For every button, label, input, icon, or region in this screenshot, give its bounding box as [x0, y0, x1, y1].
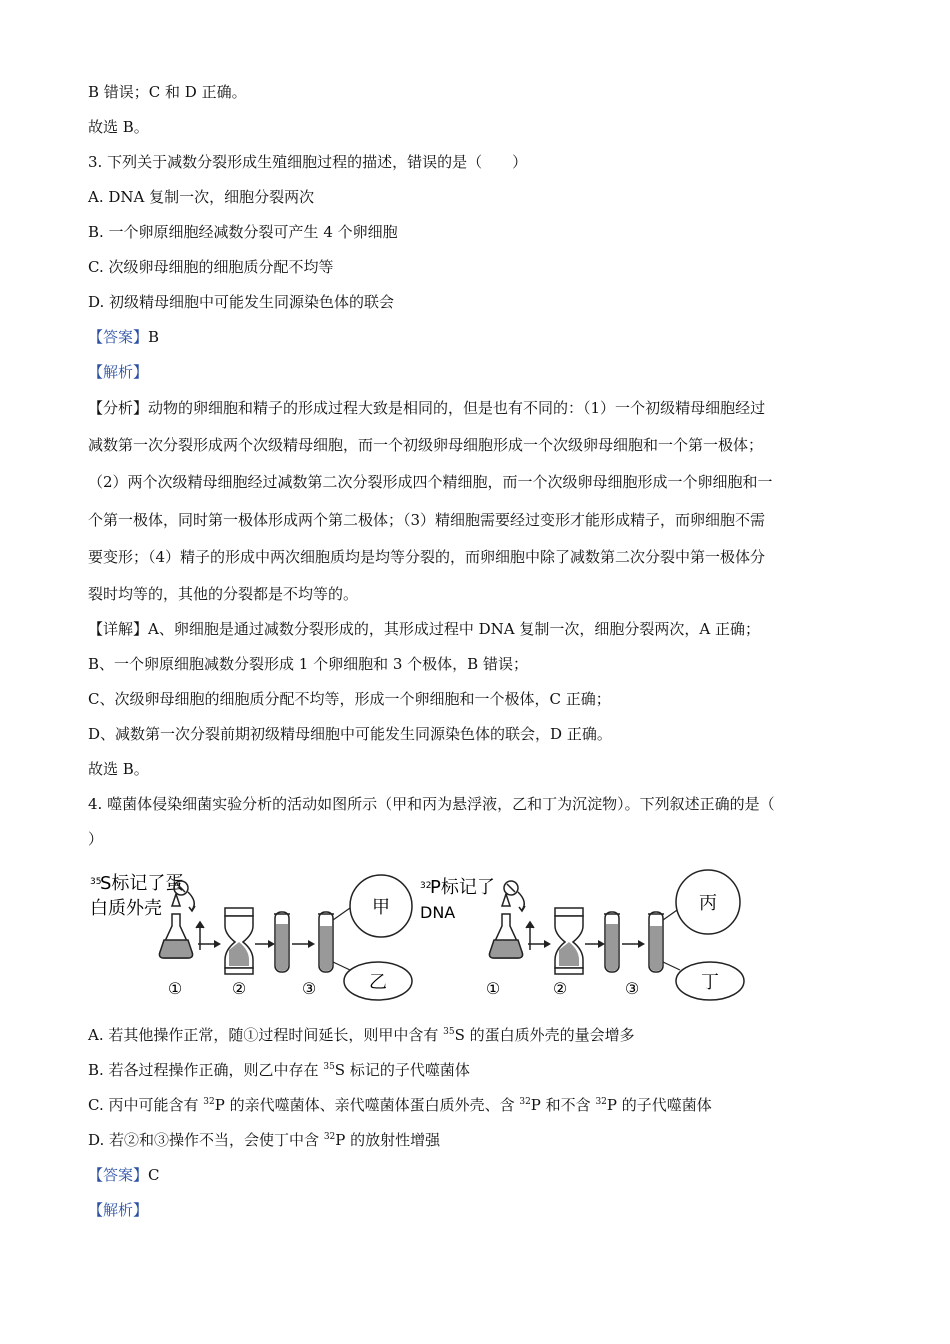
q3-xiangjie-line-2: B、一个卵原细胞减数分裂形成 1 个卵细胞和 3 个极体，B 错误；	[88, 655, 528, 673]
q3-fenxi-line-1	[88, 398, 765, 418]
right-label-sup: 32	[420, 881, 432, 891]
isotope-sup: 32	[323, 1132, 336, 1142]
q4-option-a	[88, 1025, 635, 1045]
q3-answer	[88, 327, 159, 347]
label-jia: 甲	[372, 897, 390, 918]
label-yi: 乙	[369, 972, 387, 993]
left-label-line-2: 白质外壳	[90, 898, 162, 919]
isotope-sup: 35	[323, 1062, 335, 1072]
blender-icon	[555, 908, 583, 974]
opt-text: P 和不含	[530, 1096, 596, 1114]
flask-icon	[160, 914, 205, 958]
q4-option-d	[88, 1130, 440, 1150]
fenxi-text: 动物的卵细胞和精子的形成过程大致是相同的，但是也有不同的：（1）一个初级精母细胞经过	[148, 399, 766, 417]
answer-tag: 【答案】	[88, 1166, 149, 1184]
opt-text: D. 若②和③操作不当，会使丁中含	[88, 1131, 324, 1149]
tube-icon	[318, 912, 334, 972]
answer-value: B	[148, 328, 160, 346]
opt-text: B. 若各过程操作正确，则乙中存在	[88, 1061, 324, 1079]
step-1-label: ①	[485, 979, 501, 998]
experiment-figure	[88, 862, 768, 1012]
q4-stem-line-1: 4. 噬菌体侵染细菌实验分析的活动如图所示（甲和丙为悬浮液，乙和丁为沉淀物）。下列叙述正确的是（	[88, 795, 775, 813]
opt-text: S 标记的子代噬菌体	[334, 1061, 470, 1079]
step-2-label: ②	[552, 979, 568, 998]
label-ding: 丁	[701, 972, 719, 993]
step-3-label: ③	[624, 979, 640, 998]
step-1-label: ①	[167, 979, 183, 998]
q3-jiexi-tag: 【解析】	[88, 363, 149, 381]
arrow-1-head	[544, 940, 551, 948]
answer-tag: 【答案】	[88, 328, 149, 346]
q3-option-d: D. 初级精母细胞中可能发生同源染色体的联会	[88, 293, 395, 311]
left-panel	[90, 873, 412, 1000]
isotope-sup: 32	[203, 1097, 215, 1107]
blender-icon	[225, 908, 253, 974]
q3-xiangjie-line-1	[88, 619, 760, 639]
q3-fenxi-line-6: 裂时均等的，其他的分裂都是不均等的。	[88, 585, 359, 603]
right-panel	[420, 870, 744, 1000]
opt-text: P 的子代噬菌体	[606, 1096, 712, 1114]
left-label-line-1: S标记了蛋	[100, 873, 184, 894]
prev-conclusion: 故选 B。	[88, 118, 149, 136]
opt-text: A. 若其他操作正常，随①过程时间延长，则甲中含有	[88, 1026, 444, 1044]
opt-text: S 的蛋白质外壳的量会增多	[454, 1026, 635, 1044]
q4-option-b	[88, 1060, 470, 1080]
answer-value: C	[148, 1166, 160, 1184]
isotope-sup: 32	[519, 1097, 531, 1107]
q4-answer	[88, 1165, 160, 1185]
opt-text: P 的亲代噬菌体、亲代噬菌体蛋白质外壳、含	[214, 1096, 520, 1114]
arrow-2-head	[268, 940, 275, 948]
isotope-sup: 32	[595, 1097, 607, 1107]
q3-option-b: B. 一个卵原细胞经减数分裂可产生 4 个卵细胞	[88, 223, 398, 241]
flask-icon	[490, 914, 535, 958]
q3-xiangjie-line-4: D、减数第一次分裂前期初级精母细胞中可能发生同源染色体的联会，D 正确。	[88, 725, 612, 743]
q3-stem: 3. 下列关于减数分裂形成生殖细胞过程的描述，错误的是（ ）	[88, 153, 528, 171]
right-label-line-1: P标记了	[430, 877, 495, 898]
q4-jiexi-tag: 【解析】	[88, 1201, 149, 1219]
step-3-label: ③	[301, 979, 317, 998]
right-label-line-2: DNA	[420, 903, 456, 922]
label-bing: 丙	[699, 893, 717, 914]
xiangjie-text: A、卵细胞是通过减数分裂形成的，其形成过程中 DNA 复制一次，细胞分裂两次，A 正确；	[148, 620, 760, 638]
arrow-1-head	[214, 940, 221, 948]
q3-fenxi-line-2: 减数第一次分裂形成两个次级精母细胞，而一个初级卵母细胞形成一个次级卵母细胞和一个第一极体；	[88, 436, 764, 454]
q3-fenxi-line-4: 个第一极体，同时第一极体形成两个第二极体；（3）精细胞需要经过变形才能形成精子，而卵细胞不需	[88, 511, 766, 529]
tube-icon	[648, 912, 664, 972]
q4-option-c	[88, 1095, 712, 1115]
opt-text: P 的放射性增强	[335, 1131, 441, 1149]
q3-option-c: C. 次级卵母细胞的细胞质分配不均等	[88, 258, 334, 276]
left-label-sup: 35	[90, 877, 102, 887]
q3-fenxi-line-3: （2）两个次级精母细胞经过减数第二次分裂形成四个精细胞，而一个次级卵母细胞形成一个卵细胞和一	[88, 473, 773, 491]
tube-icon	[604, 912, 620, 972]
fenxi-tag: 【分析】	[88, 399, 149, 417]
xiangjie-tag: 【详解】	[88, 620, 149, 638]
q3-xiangjie-line-3: C、次级卵母细胞的细胞质分配不均等，形成一个卵细胞和一个极体，C 正确；	[88, 690, 611, 708]
isotope-sup: 35	[443, 1027, 455, 1037]
arrow-3-head	[308, 940, 315, 948]
q4-stem-line-2: ）	[88, 830, 104, 848]
dropper-icon	[502, 881, 525, 911]
q3-option-a: A. DNA 复制一次，细胞分裂两次	[88, 188, 315, 206]
step-2-label: ②	[231, 979, 247, 998]
tube-icon	[274, 912, 290, 972]
opt-text: C. 丙中可能含有	[88, 1096, 204, 1114]
arrow-3-head	[638, 940, 645, 948]
prev-line-1: B 错误；C 和 D 正确。	[88, 83, 247, 101]
arrow-2-head	[598, 940, 605, 948]
q3-fenxi-line-5: 要变形；（4）精子的形成中两次细胞质均是均等分裂的，而卵细胞中除了减数第二次分裂中第一极体分	[88, 548, 766, 566]
q3-conclusion: 故选 B。	[88, 760, 149, 778]
